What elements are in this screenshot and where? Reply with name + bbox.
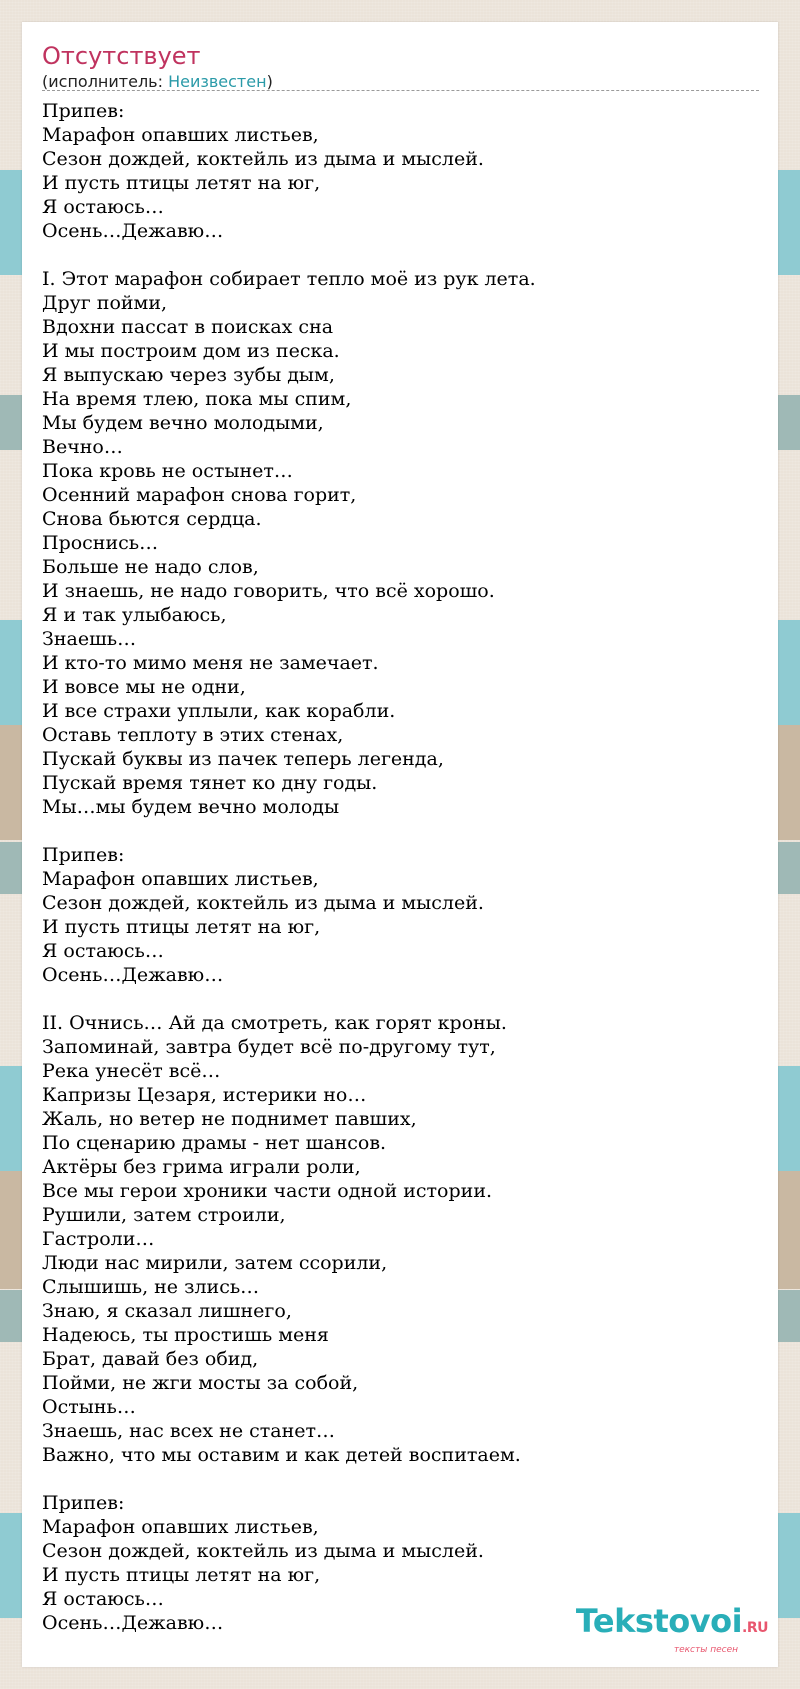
lyric-line: И пусть птицы летят на юг,	[42, 1564, 321, 1586]
lyric-line: Знаю, я сказал лишнего,	[42, 1300, 292, 1322]
lyric-line: Капризы Цезаря, истерики но…	[42, 1084, 367, 1106]
lyric-line: По сценарию драмы - нет шансов.	[42, 1132, 387, 1154]
lyric-line: Я остаюсь…	[42, 1588, 164, 1610]
lyric-line: Вечно…	[42, 436, 123, 458]
lyric-blank-line	[42, 819, 758, 843]
performer-link[interactable]: Неизвестен	[168, 72, 267, 91]
lyric-line: И вовсе мы не одни,	[42, 676, 246, 698]
lyric-line: И пусть птицы летят на юг,	[42, 172, 321, 194]
lyric-line: Знаешь…	[42, 628, 137, 650]
lyric-line: Гастроли…	[42, 1228, 155, 1250]
lyric-line: Я остаюсь…	[42, 196, 164, 218]
lyric-line: Река унесёт всё…	[42, 1060, 221, 1082]
lyric-blank-line	[42, 1467, 758, 1491]
lyric-line: Я и так улыбаюсь,	[42, 604, 227, 626]
lyric-line: Больше не надо слов,	[42, 556, 259, 578]
lyric-line: Пускай время тянет ко дну годы.	[42, 772, 378, 794]
lyric-line: Важно, что мы оставим и как детей воспитаем.	[42, 1444, 521, 1466]
lyric-line: И кто-то мимо меня не замечает.	[42, 652, 379, 674]
lyric-line: Осень…Дежавю…	[42, 964, 224, 986]
lyric-line: Осенний марафон снова горит,	[42, 484, 357, 506]
lyric-line: Марафон опавших листьев,	[42, 1516, 319, 1538]
lyric-line: I. Этот марафон собирает тепло моё из рук лета.	[42, 268, 536, 290]
lyrics-card	[22, 22, 778, 1667]
lyric-line: Друг пойми,	[42, 292, 168, 314]
lyric-line: И пусть птицы летят на юг,	[42, 916, 321, 938]
lyric-line: Мы будем вечно молодыми,	[42, 412, 324, 434]
lyric-line: Пускай буквы из пачек теперь легенда,	[42, 748, 444, 770]
lyric-line: Пока кровь не остынет…	[42, 460, 293, 482]
lyric-line: И все страхи уплыли, как корабли.	[42, 700, 396, 722]
lyric-line: Сезон дождей, коктейль из дыма и мыслей.	[42, 892, 484, 914]
lyric-blank-line	[42, 987, 758, 1011]
logo-domain: .RU	[742, 1620, 768, 1636]
lyric-line: Жаль, но ветер не поднимет павших,	[42, 1108, 417, 1130]
lyric-line: Оставь теплоту в этих стенах,	[42, 724, 344, 746]
lyric-line: Марафон опавших листьев,	[42, 124, 319, 146]
performer-prefix: (исполнитель:	[42, 72, 169, 91]
lyric-line: Актёры без грима играли роли,	[42, 1156, 361, 1178]
lyric-line: Мы…мы будем вечно молоды	[42, 796, 340, 818]
song-title: Отсутствует	[42, 42, 201, 70]
logo-name: Tekstovoi	[575, 1602, 743, 1640]
lyric-line: Я выпускаю через зубы дым,	[42, 364, 335, 386]
lyric-line: И мы построим дом из песка.	[42, 340, 340, 362]
lyric-line: Рушили, затем строили,	[42, 1204, 286, 1226]
lyric-line: Осень…Дежавю…	[42, 1612, 224, 1634]
lyrics-text	[42, 99, 758, 1635]
logo-tagline: тексты песен	[673, 1645, 738, 1655]
title-divider	[42, 90, 759, 91]
lyric-line: Слышишь, не злись…	[42, 1276, 260, 1298]
lyric-blank-line	[42, 243, 758, 267]
lyric-line: Люди нас мирили, затем ссорили,	[42, 1252, 388, 1274]
lyric-line: Остынь…	[42, 1396, 136, 1418]
lyric-line: Осень…Дежавю…	[42, 220, 224, 242]
lyric-line: Сезон дождей, коктейль из дыма и мыслей.	[42, 148, 484, 170]
lyric-line: Запоминай, завтра будет всё по-другому тут,	[42, 1036, 496, 1058]
lyric-line: Брат, давай без обид,	[42, 1348, 259, 1370]
lyric-line: И знаешь, не надо говорить, что всё хорошо.	[42, 580, 495, 602]
lyric-line: Знаешь, нас всех не станет…	[42, 1420, 336, 1442]
lyric-line: Снова бьются сердца.	[42, 508, 262, 530]
lyric-line: Пойми, не жги мосты за собой,	[42, 1372, 359, 1394]
lyric-line: Припев:	[42, 844, 125, 866]
lyric-line: Проснись…	[42, 532, 159, 554]
lyric-line: II. Очнись… Ай да смотреть, как горят кроны.	[42, 1012, 507, 1034]
lyric-line: Припев:	[42, 1492, 125, 1514]
lyric-line: Я остаюсь…	[42, 940, 164, 962]
lyric-line: Марафон опавших листьев,	[42, 868, 319, 890]
lyric-line: Все мы герои хроники части одной истории.	[42, 1180, 493, 1202]
lyric-line: Надеюсь, ты простишь меня	[42, 1324, 329, 1346]
lyric-line: Вдохни пассат в поисках сна	[42, 316, 334, 338]
lyric-line: Сезон дождей, коктейль из дыма и мыслей.	[42, 1540, 484, 1562]
lyric-line: Припев:	[42, 100, 125, 122]
site-logo[interactable]	[576, 1604, 768, 1655]
performer-line	[42, 72, 273, 92]
lyric-line: На время тлею, пока мы спим,	[42, 388, 352, 410]
performer-suffix: )	[266, 72, 273, 91]
